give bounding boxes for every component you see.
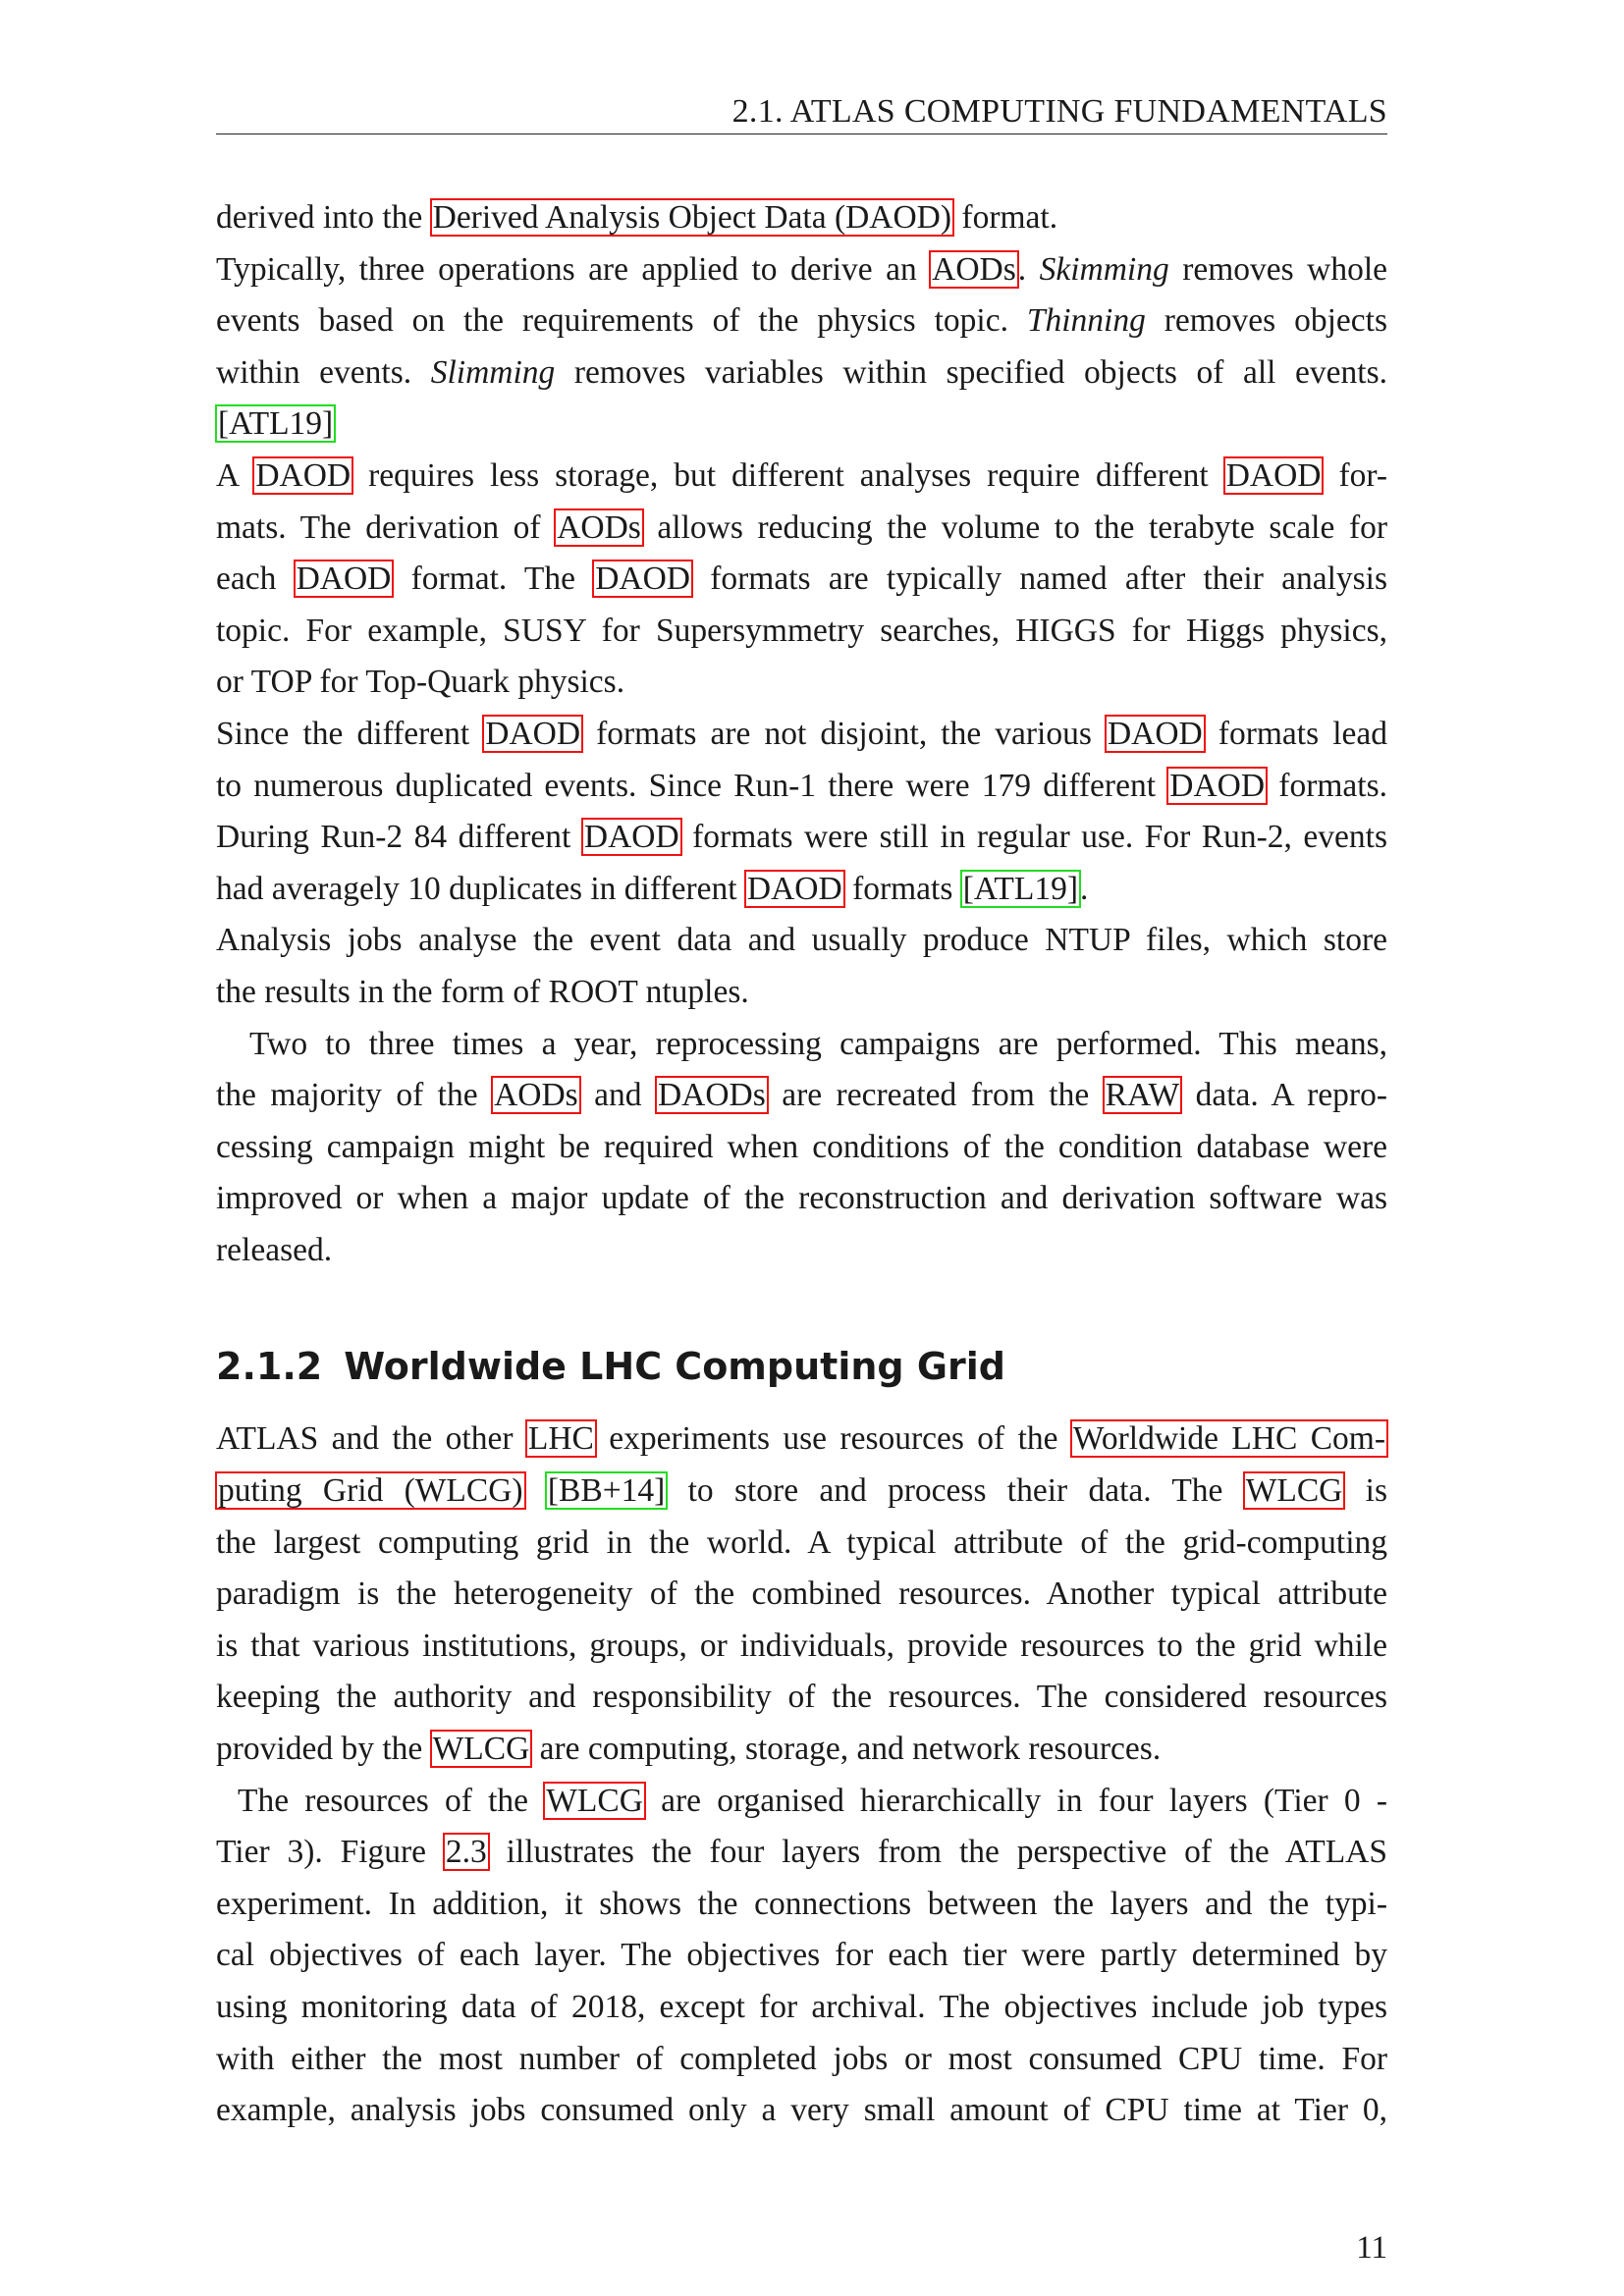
text-line: provided by the WLCG are computing, storage, and network resources. bbox=[216, 1731, 1162, 1768]
text-line: using monitoring data of 2018, except for archival. The objectives include job types bbox=[216, 1989, 1387, 2025]
section-heading bbox=[216, 1327, 1387, 1406]
body-text bbox=[216, 192, 1387, 2137]
text-line: Analysis jobs analyse the event data and usually produce NTUP files, which store bbox=[216, 922, 1387, 959]
text-line: paradigm is the heterogeneity of the combined resources. Another typical attribute bbox=[216, 1575, 1387, 1613]
text-line: The resources of the WLCG are organised hierarchically in four layers (Tier 0 - bbox=[238, 1782, 1388, 1819]
citation-link-bb14[interactable]: [BB+14] bbox=[547, 1472, 666, 1510]
acronym-link-wlcg[interactable]: WLCG bbox=[1245, 1472, 1343, 1510]
text-line: Typically, three operations are applied to derive an AODs. Skimming removes whole bbox=[216, 250, 1387, 288]
text-line: events based on the requirements of the physics topic. Thinning removes objects bbox=[216, 302, 1387, 340]
text-line: the majority of the AODs and DAODs are recreated from the RAW data. A repro- bbox=[216, 1077, 1387, 1114]
acronym-link-daod[interactable]: DAOD bbox=[296, 561, 392, 598]
citation-link-atl19[interactable]: [ATL19] bbox=[218, 405, 334, 443]
acronym-link-raw[interactable]: RAW bbox=[1105, 1077, 1180, 1114]
acronym-link-aods[interactable]: AODs bbox=[557, 508, 641, 546]
text-line: released. bbox=[216, 1231, 333, 1268]
figure-ref-link[interactable]: 2.3 bbox=[445, 1834, 487, 1871]
text-line: ATLAS and the other LHC experiments use resources of the Worldwide LHC Com- bbox=[216, 1420, 1386, 1458]
acronym-link-daods[interactable]: DAODs bbox=[657, 1077, 766, 1114]
text-line: mats. The derivation of AODs allows reducing the volume to the terabyte scale for bbox=[216, 508, 1388, 546]
text-line: the largest computing grid in the world. A typical attribute of the grid-computing bbox=[216, 1523, 1387, 1561]
text-line bbox=[216, 399, 1387, 451]
text-line: topic. For example, SUSY for Supersymmetry searches, HIGGS for Higgs physics, bbox=[216, 612, 1387, 649]
acronym-link-wlcg-full[interactable]: Worldwide LHC Com- bbox=[1072, 1420, 1386, 1458]
text-line: had averagely 10 duplicates in different DAOD formats [ATL19]. bbox=[216, 870, 1089, 907]
acronym-link-wlcg-full-cont[interactable]: puting Grid (WLCG) bbox=[218, 1472, 523, 1510]
text-line: puting Grid (WLCG) [BB+14] to store and process their data. The WLCG is bbox=[218, 1472, 1388, 1510]
acronym-link-aods[interactable]: AODs bbox=[932, 250, 1016, 288]
acronym-link-daod[interactable]: DAOD bbox=[583, 819, 679, 856]
text-line: keeping the authority and responsibility of the resources. The considered resources bbox=[216, 1679, 1387, 1716]
term-thinning: Thinning bbox=[1026, 302, 1146, 340]
section-number: 2.1.2 bbox=[216, 1345, 323, 1389]
text-line: within events. Slimming removes variables within specified objects of all events. bbox=[216, 353, 1387, 391]
citation-link-atl19[interactable]: [ATL19] bbox=[962, 870, 1078, 907]
text-line: cal objectives of each layer. The objectives for each tier were partly determined by bbox=[216, 1937, 1387, 1974]
text-line: A DAOD requires less storage, but different analyses require different DAOD for- bbox=[216, 456, 1388, 494]
term-skimming: Skimming bbox=[1039, 250, 1169, 288]
acronym-link-lhc[interactable]: LHC bbox=[527, 1420, 594, 1458]
text-line: each DAOD format. The DAOD formats are typically named after their analysis bbox=[216, 561, 1388, 598]
text-line: improved or when a major update of the reconstruction and derivation software was bbox=[216, 1180, 1387, 1217]
text-line: or TOP for Top-Quark physics. bbox=[216, 664, 625, 701]
text-line: to numerous duplicated events. Since Run-1 there were 179 different DAOD formats. bbox=[216, 767, 1387, 804]
text-line: During Run-2 84 different DAOD formats were still in regular use. For Run-2, events bbox=[216, 819, 1388, 856]
text-line: Two to three times a year, reprocessing campaigns are performed. This means, bbox=[249, 1025, 1387, 1062]
text-line: is that various institutions, groups, or individuals, provide resources to the grid while bbox=[216, 1627, 1387, 1664]
running-title: 2.1. ATLAS COMPUTING FUNDAMENTALS bbox=[731, 93, 1387, 130]
acronym-link-daod[interactable]: DAOD bbox=[1169, 767, 1266, 804]
acronym-link-daod[interactable]: DAOD bbox=[595, 561, 690, 598]
text-line: experiment. In addition, it shows the connections between the layers and the typi- bbox=[216, 1885, 1387, 1922]
text-line: cessing campaign might be required when conditions of the condition database were bbox=[216, 1128, 1387, 1165]
acronym-link-aods[interactable]: AODs bbox=[494, 1077, 578, 1114]
text-line: example, analysis jobs consumed only a very small amount of CPU time at Tier 0, bbox=[216, 2092, 1387, 2129]
acronym-link-daod[interactable]: DAOD bbox=[746, 870, 842, 907]
running-header bbox=[216, 90, 1387, 134]
acronym-link-daod-full[interactable]: Derived Analysis Object Data (DAOD) bbox=[432, 199, 952, 236]
page-number: 11 bbox=[1356, 2230, 1387, 2266]
text-line: Since the different DAOD formats are not disjoint, the various DAOD formats lead bbox=[216, 715, 1387, 752]
acronym-link-daod[interactable]: DAOD bbox=[1107, 715, 1203, 752]
text-line: derived into the Derived Analysis Object Data (DAOD) format. bbox=[216, 199, 1058, 236]
acronym-link-daod[interactable]: DAOD bbox=[255, 456, 352, 494]
text-line: the results in the form of ROOT ntuples. bbox=[216, 973, 749, 1010]
acronym-link-daod[interactable]: DAOD bbox=[485, 715, 581, 752]
acronym-link-wlcg[interactable]: WLCG bbox=[546, 1782, 643, 1819]
term-slimming: Slimming bbox=[430, 353, 556, 391]
acronym-link-daod[interactable]: DAOD bbox=[1225, 456, 1322, 494]
text-line: Tier 3). Figure 2.3 illustrates the four layers from the perspective of the ATLAS bbox=[216, 1834, 1387, 1871]
section-title: Worldwide LHC Computing Grid bbox=[344, 1345, 1005, 1389]
acronym-link-wlcg[interactable]: WLCG bbox=[432, 1731, 530, 1768]
text-line: with either the most number of completed jobs or most consumed CPU time. For bbox=[216, 2040, 1387, 2077]
